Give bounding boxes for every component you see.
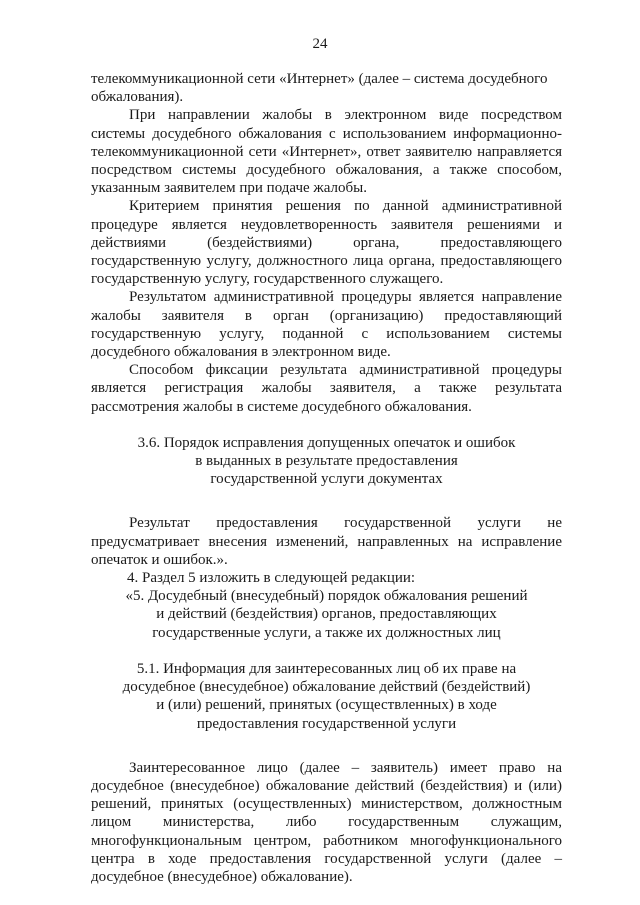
heading-line: и действий (бездействия) органов, предоставляющих	[156, 606, 497, 623]
paragraph: Результат предоставления государственной услуги не предусматривает внесения изменений, направленных на исправление опечаток и ошибок.».	[91, 515, 562, 568]
spacer	[91, 488, 562, 514]
heading-line: и (или) решений, принятых (осуществленных) в ходе	[156, 697, 497, 714]
spacer	[91, 416, 562, 434]
page-body	[91, 70, 562, 886]
section-heading-5	[91, 587, 562, 642]
paragraph: Способом фиксации результата административной процедуры является регистрация жалобы заявителя, а также результата рассмотрения жалобы в системе досудебного обжалования.	[91, 362, 562, 415]
section-heading-3-6	[91, 434, 562, 489]
section-heading-5-1	[91, 660, 562, 733]
heading-line: 5.1. Информация для заинтересованных лиц об их праве на	[136, 660, 517, 677]
heading-line: в выданных в результате предоставления	[195, 453, 458, 470]
paragraph-amendment: 4. Раздел 5 изложить в следующей редакции:	[127, 570, 416, 587]
page-number: 24	[312, 36, 328, 52]
paragraph-continuation: телекоммуникационной сети «Интернет» (далее – система досудебного обжалования).	[91, 71, 548, 106]
heading-line: государственные услуги, а также их должностных лиц	[152, 624, 501, 641]
heading-line: досудебное (внесудебное) обжалование действий (бездействий)	[122, 679, 531, 696]
heading-line: «5. Досудебный (внесудебный) порядок обжалования решений	[125, 588, 528, 605]
heading-line: предоставления государственной услуги	[196, 715, 457, 732]
paragraph: Заинтересованное лицо (далее – заявитель) имеет право на досудебное (внесудебное) обжалование действий (бездействия) и (или) решений, принятых (осуществленных) министерством, должностным лицом министерства, либо государственным служащим, многофункциональным центром, работником многофункционального центра в ходе предоставления государственной услуги (далее – досудебное (внесудебное) обжалование).	[91, 759, 562, 885]
heading-line: государственной услуги документах	[210, 471, 443, 488]
spacer	[91, 733, 562, 759]
heading-line: 3.6. Порядок исправления допущенных опечаток и ошибок	[137, 434, 516, 451]
paragraph: Критерием принятия решения по данной административной процедуре является неудовлетворенность заявителя решениями и действиями (бездействиями) органа, предоставляющего государственную услугу, должностного лица органа, предоставляющего государственную услугу, государственного служащего.	[91, 198, 562, 288]
paragraph: При направлении жалобы в электронном виде посредством системы досудебного обжалования с использованием информационно-телекоммуникационной сети «Интернет», ответ заявителю направляется посредством системы досудебного обжалования, а также способом, указанным заявителем при подаче жалобы.	[91, 107, 562, 197]
spacer	[91, 642, 562, 660]
paragraph: Результатом административной процедуры является направление жалобы заявителя в орган (организацию) предоставляющий государственную услугу, поданной с использованием системы досудебного обжалования в электронном виде.	[91, 289, 562, 361]
